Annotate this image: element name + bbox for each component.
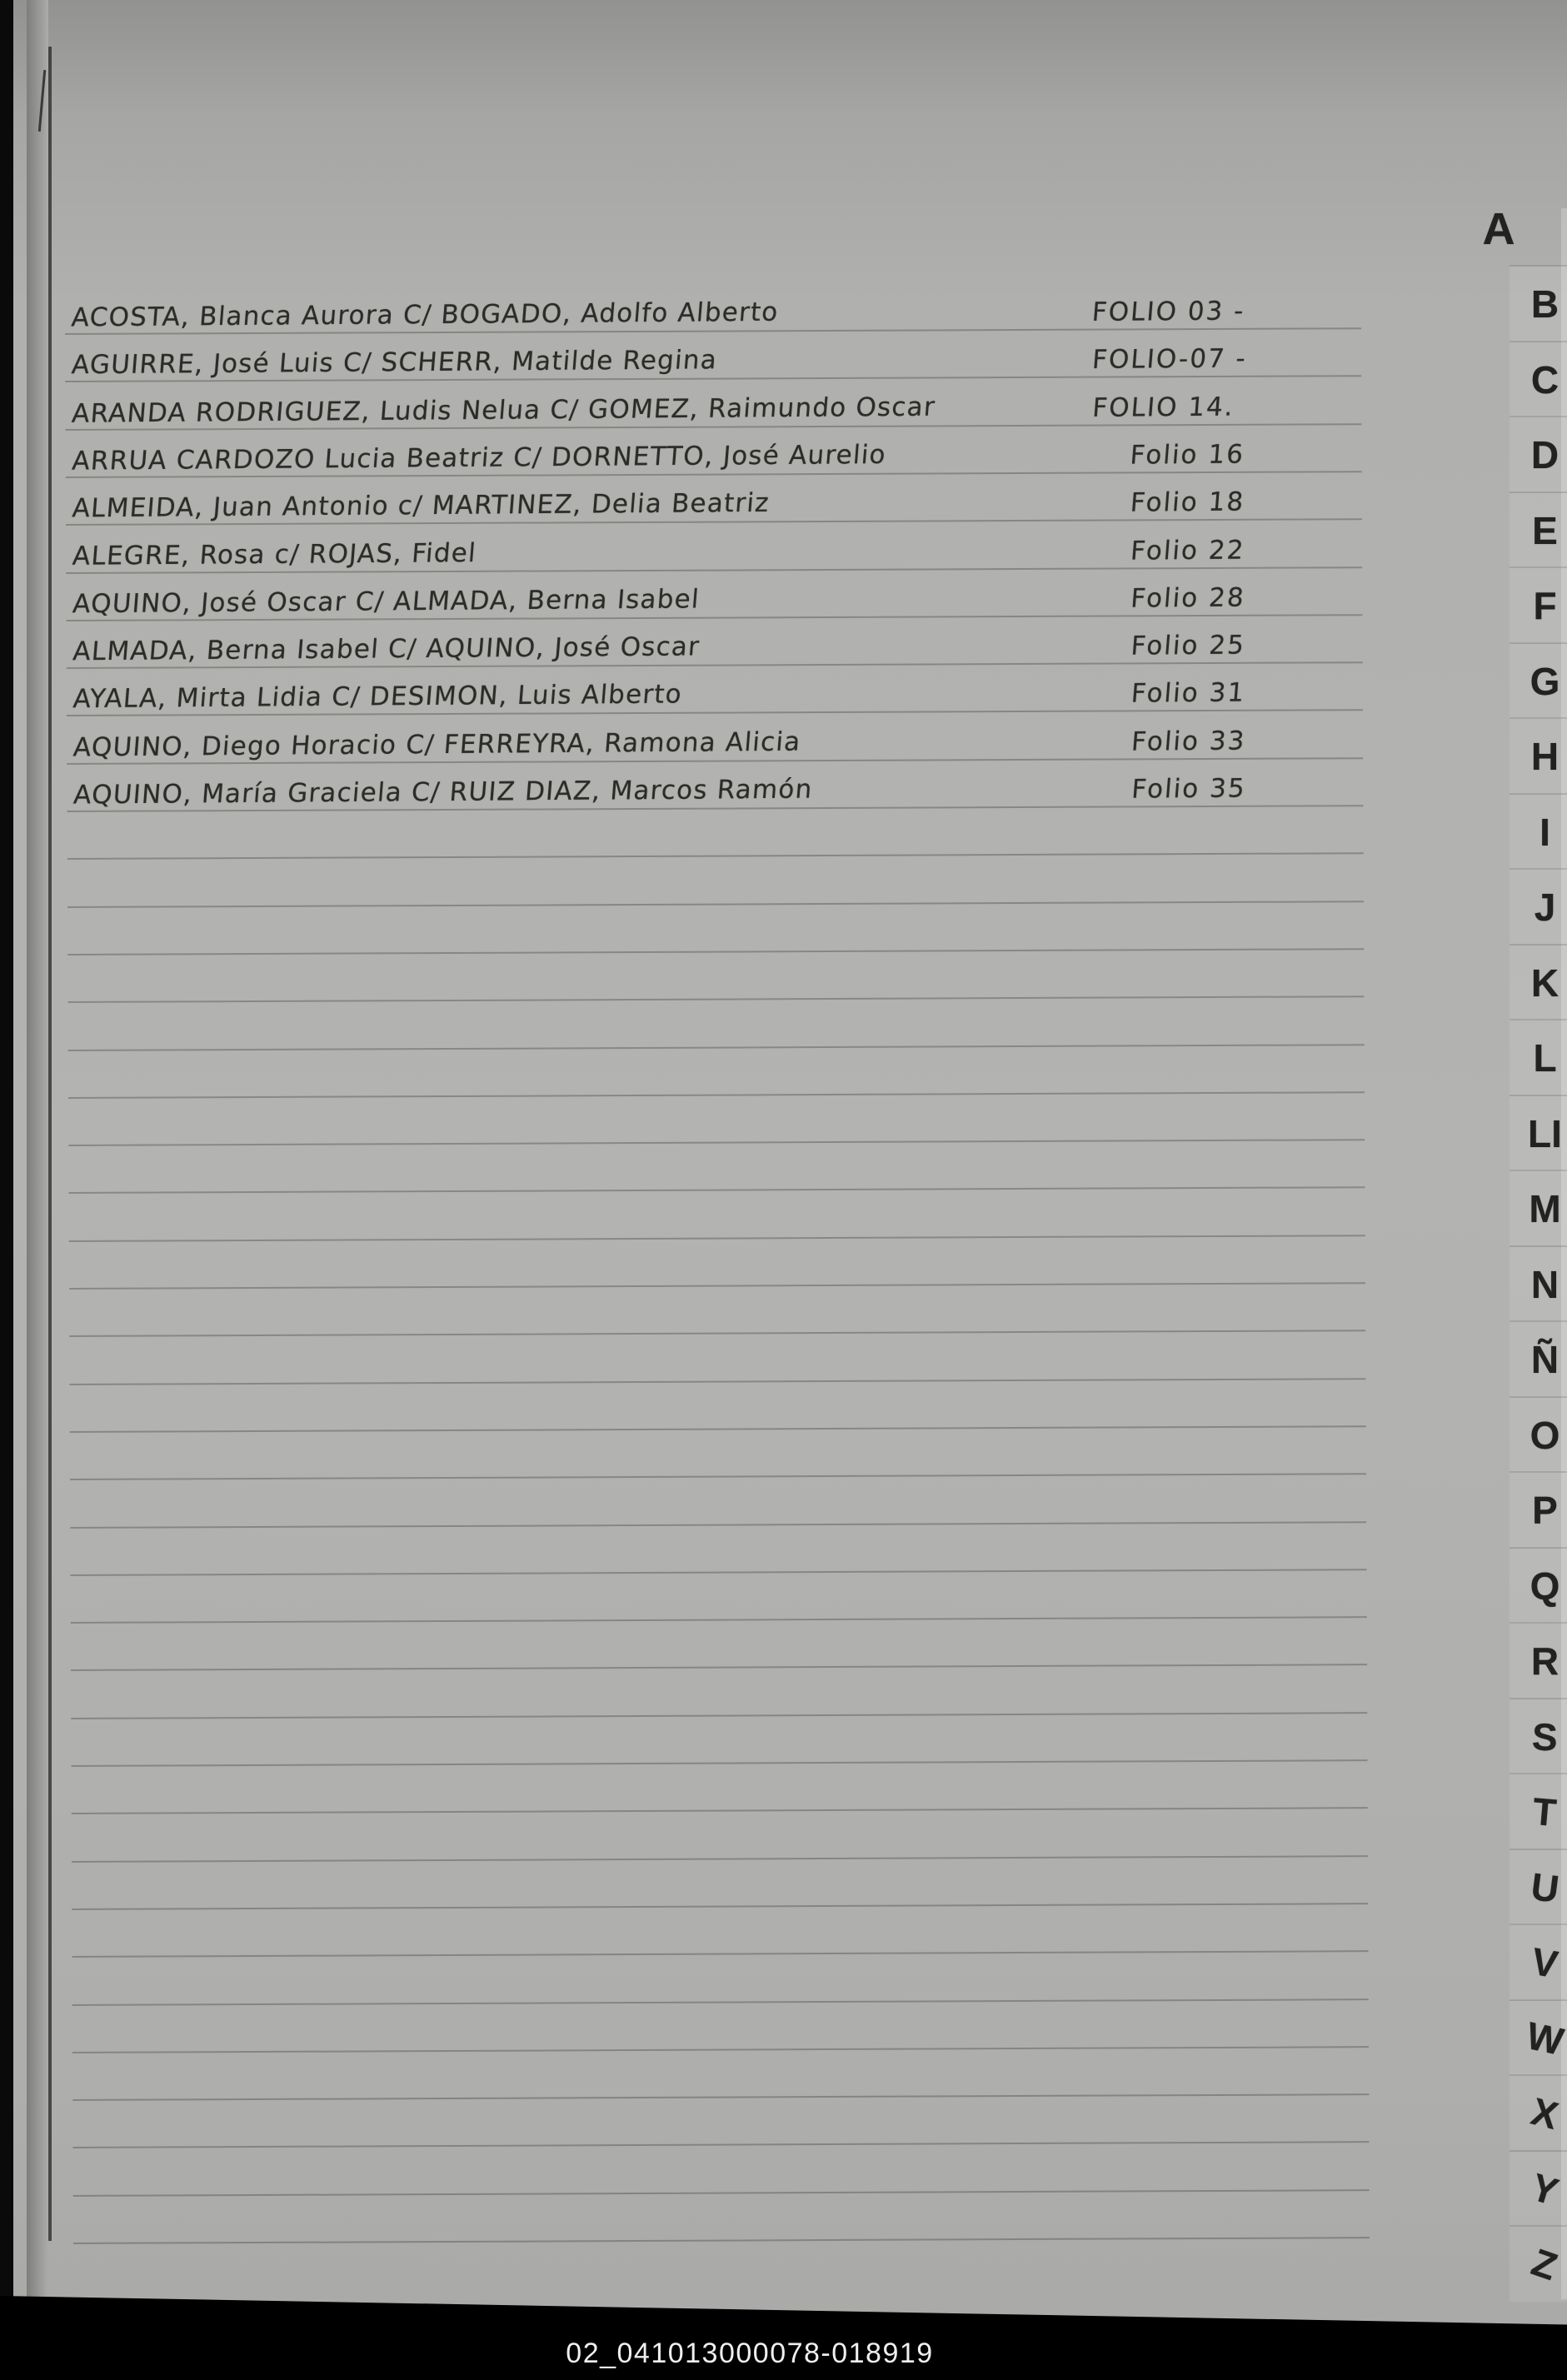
alphabet-tab-T	[1510, 1773, 1567, 1849]
tab-letter: J	[1534, 886, 1556, 930]
alphabet-tab-Z	[1510, 2225, 1567, 2302]
index-entry	[73, 716, 1406, 763]
alphabet-tab-R	[1510, 1622, 1567, 1699]
tab-letter: Y	[1526, 2164, 1564, 2213]
alphabet-tab-P	[1510, 1471, 1567, 1548]
tab-letter: S	[1531, 1714, 1559, 1759]
alphabet-tab-N	[1510, 1245, 1567, 1322]
tab-letter: H	[1530, 735, 1560, 779]
tab-letter: N	[1530, 1262, 1560, 1306]
alphabet-tab-L	[1510, 1019, 1567, 1095]
index-entry	[72, 333, 1405, 381]
tab-letter: K	[1530, 960, 1560, 1005]
ruled-line	[68, 1091, 1365, 1099]
ruled-line	[67, 852, 1364, 860]
alphabet-tab-M	[1510, 1170, 1567, 1246]
entry-folio: Folio 28	[1129, 582, 1247, 614]
entry-folio: Folio 18	[1129, 486, 1246, 518]
alphabet-tab-H	[1510, 717, 1567, 794]
tab-letter: W	[1522, 2013, 1567, 2063]
tab-letter: C	[1530, 357, 1560, 402]
alphabet-tab-E	[1510, 491, 1567, 568]
ruled-line	[72, 1807, 1368, 1814]
alphabet-tab-W	[1510, 1999, 1567, 2076]
ruled-line	[72, 1759, 1368, 1767]
tab-letter: P	[1532, 1489, 1558, 1533]
tab-letter: Ñ	[1530, 1338, 1560, 1382]
tab-letter: B	[1530, 282, 1560, 327]
entry-name: ARRUA CARDOZO Lucia Beatriz C/ DORNETTO, José Aurelio	[71, 439, 888, 476]
entry-name: ALEGRE, Rosa c/ ROJAS, Fidel	[71, 537, 478, 571]
ruled-line	[69, 1282, 1365, 1290]
tab-letter: F	[1533, 584, 1557, 628]
ruled-line	[72, 2046, 1369, 2053]
alphabet-tab-K	[1510, 944, 1567, 1020]
index-entry	[72, 382, 1405, 429]
tab-letter: L	[1533, 1036, 1557, 1080]
alphabet-tab-J	[1510, 868, 1567, 945]
ruled-line	[72, 2093, 1369, 2101]
index-entry	[73, 763, 1406, 811]
ruled-line	[70, 1473, 1366, 1480]
index-entry	[72, 286, 1405, 333]
tab-letter: X	[1527, 2089, 1563, 2138]
tab-letter: Z	[1526, 2239, 1564, 2289]
entry-folio: FOLIO 14.	[1090, 392, 1236, 423]
binding-edge	[0, 0, 13, 2380]
ruled-line	[73, 2189, 1370, 2197]
ruled-line	[69, 1235, 1365, 1242]
tab-letter: I	[1540, 810, 1550, 854]
tab-letter: Q	[1530, 1564, 1560, 1608]
alphabet-tab-G	[1510, 642, 1567, 719]
entry-name: ARANDA RODRIGUEZ, Ludis Nelua C/ GOMEZ, Raimundo Oscar	[70, 392, 937, 429]
entry-name: ALMADA, Berna Isabel C/ AQUINO, José Oscar	[72, 631, 701, 667]
tab-letter: E	[1532, 508, 1558, 552]
index-entry	[73, 667, 1406, 715]
ruled-line	[68, 995, 1365, 1003]
alphabet-tab-I	[1510, 793, 1567, 870]
alphabet-tab-strip	[1510, 188, 1567, 2306]
alphabet-tab-LI	[1510, 1095, 1567, 1171]
alphabet-tab-V	[1510, 1923, 1567, 2000]
ruled-line	[67, 901, 1364, 908]
ruled-line	[71, 1569, 1367, 1576]
entry-folio: FOLIO 03 -	[1090, 296, 1246, 327]
ruled-line	[71, 1616, 1367, 1624]
ruled-line	[68, 1044, 1365, 1051]
tab-letter: T	[1531, 1789, 1559, 1835]
tab-letter: U	[1528, 1864, 1562, 1911]
index-entry	[72, 572, 1405, 620]
ruled-line	[73, 2142, 1370, 2149]
alphabet-tab-Y	[1510, 2150, 1567, 2227]
ruled-line	[72, 1903, 1368, 1910]
alphabet-tab-current-A	[1470, 200, 1528, 258]
ruled-line	[68, 1139, 1365, 1146]
ruled-line	[69, 1330, 1365, 1337]
ruled-line	[70, 1378, 1366, 1385]
writing-area	[12, 0, 1438, 2333]
alphabet-tab-U	[1510, 1849, 1567, 1925]
alphabet-tab-F	[1510, 566, 1567, 643]
left-margin-line	[48, 47, 52, 2241]
index-entry	[72, 524, 1405, 571]
alphabet-tab-Ñ	[1510, 1320, 1567, 1397]
ruled-line	[67, 948, 1364, 955]
alphabet-tab-D	[1510, 416, 1567, 492]
tab-letter: R	[1530, 1639, 1560, 1684]
entry-folio: Folio 25	[1130, 630, 1247, 661]
index-entry	[73, 620, 1406, 667]
entry-name: AQUINO, José Oscar C/ ALMADA, Berna Isabel	[71, 584, 701, 620]
ruled-line	[72, 1855, 1368, 1863]
ruled-line	[70, 1521, 1366, 1529]
entry-folio: Folio 35	[1130, 773, 1248, 805]
index-entry	[72, 429, 1405, 476]
scan-id-caption: 02_041013000078-018919	[566, 2338, 934, 2369]
tab-letter: LI	[1528, 1111, 1562, 1155]
ruled-line	[72, 1950, 1369, 1958]
entry-name: ALMEIDA, Juan Antonio c/ MARTINEZ, Delia Beatriz	[71, 488, 771, 524]
entry-folio: Folio 16	[1129, 439, 1246, 471]
alphabet-tab-O	[1510, 1396, 1567, 1473]
alphabet-tab-C	[1510, 341, 1567, 417]
ruled-line	[71, 1712, 1367, 1719]
alphabet-tab-X	[1510, 2074, 1567, 2151]
tab-letter: V	[1529, 1938, 1561, 1987]
tab-letter: M	[1529, 1187, 1561, 1231]
ruled-line	[71, 1664, 1367, 1672]
ruled-line	[73, 2237, 1370, 2244]
tab-letter: D	[1530, 433, 1560, 477]
entry-name: AQUINO, Diego Horacio C/ FERREYRA, Ramona Alicia	[72, 726, 802, 763]
ruled-line	[72, 1998, 1369, 2006]
index-entry	[72, 476, 1405, 524]
tab-letter: G	[1530, 659, 1560, 703]
ruled-line	[70, 1425, 1366, 1433]
binding-gutter	[27, 0, 48, 2333]
entry-name: ACOSTA, Blanca Aurora C/ BOGADO, Adolfo Alberto	[70, 297, 780, 333]
ruled-line	[69, 1187, 1365, 1195]
alphabet-tab-B	[1510, 265, 1567, 342]
entry-name: AYALA, Mirta Lidia C/ DESIMON, Luis Alberto	[72, 679, 684, 715]
entry-folio: Folio 22	[1129, 535, 1246, 566]
paper-sheet	[13, 0, 1567, 2349]
tab-letter: O	[1530, 1413, 1560, 1457]
entry-name: AGUIRRE, José Luis C/ SCHERR, Matilde Regina	[70, 345, 719, 381]
alphabet-tab-S	[1510, 1698, 1567, 1774]
entry-folio: Folio 31	[1130, 677, 1247, 710]
entry-folio: Folio 33	[1130, 726, 1247, 757]
entry-folio: FOLIO-07 -	[1090, 343, 1249, 376]
entry-name: AQUINO, María Graciela C/ RUIZ DIAZ, Marcos Ramón	[72, 774, 814, 811]
alphabet-tab-Q	[1510, 1547, 1567, 1624]
tab-letter: A	[1482, 204, 1515, 254]
